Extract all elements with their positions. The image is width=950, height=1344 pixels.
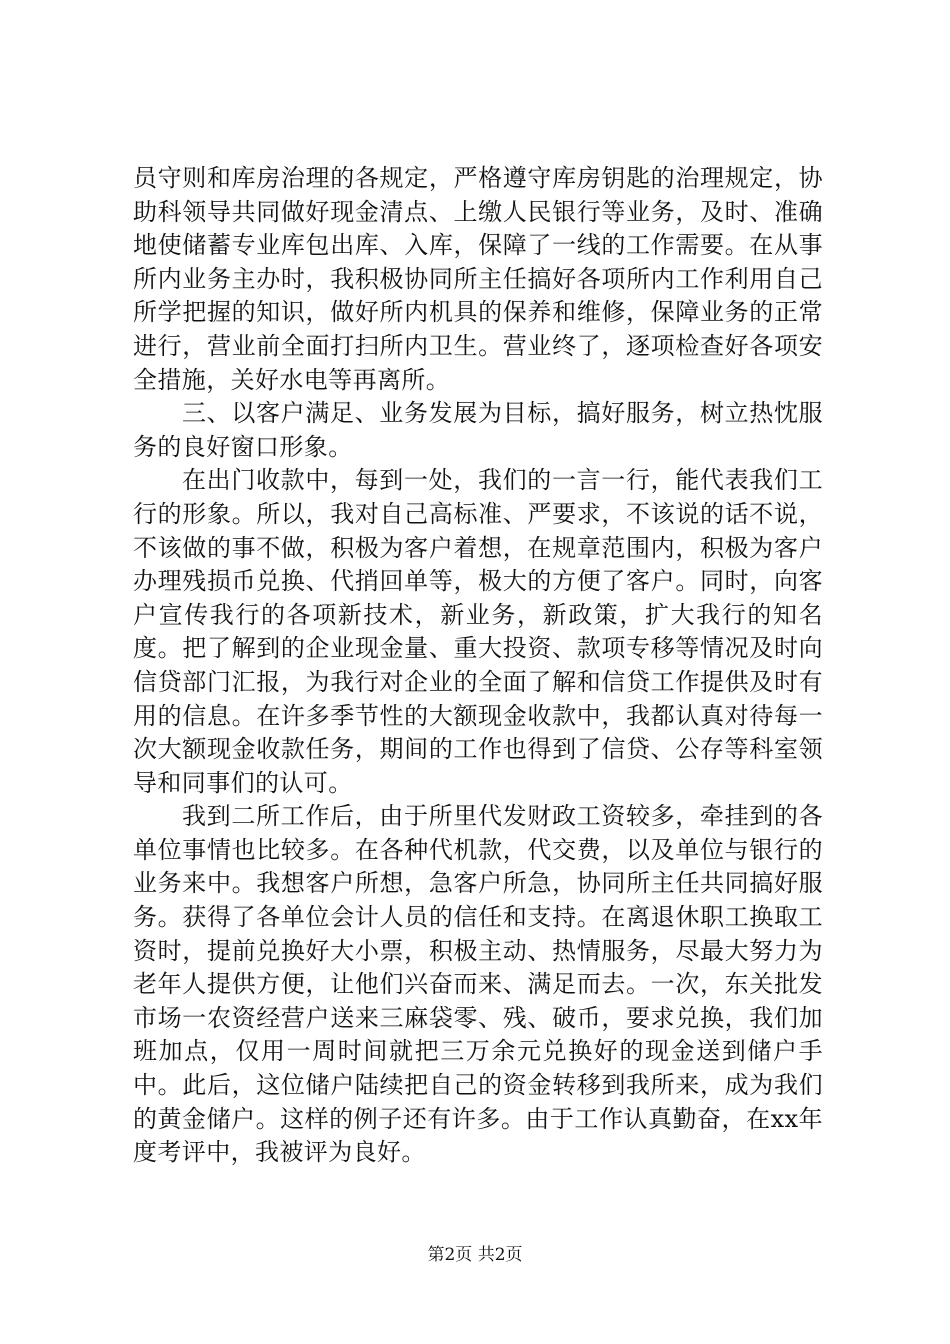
paragraph-second-office: 我到二所工作后，由于所里代发财政工资较多，牵挂到的各单位事情也比较多。在各种代机款，代交费，以及单位与银行的业务来中。我想客户所想，急客户所急，协同所主任共同搞好服务。获得了各单位会计人员的信任和支持。在离退休职工换取工资时，提前兑换好大小票，积极主动、热情服务，尽最大努力为老年人提供方便，让他们兴奋而来、满足而去。一次，东关批发市场一农资经营户送来三麻袋零、残、破币，要求兑换，我们加班加点，仅用一周时间就把三万余元兑换好的现金送到储户手中。此后，这位储户陆续把自己的资金转移到我所来，成为我们的黄金储户。这样的例子还有许多。由于工作认真勤奋，在xx年度考评中，我被评为良好。 [133,802,823,1167]
paragraph-collection-service: 在出门收款中，每到一处，我们的一言一行，能代表我们工行的形象。所以，我对自己高标准、严要求，不该说的话不说，不该做的事不做，积极为客户着想，在规章范围内，积极为客户办理残损币兑换、代捎回单等，极大的方便了客户。同时，向客户宣传我行的各项新技术，新业务，新政策，扩大我行的知名度。把了解到的企业现金量、重大投资、款项专移等情况及时向信贷部门汇报，为我行对企业的全面了解和信贷工作提供及时有用的信息。在许多季节性的大额现金收款中，我都认真对待每一次大额现金收款任务，期间的工作也得到了信贷、公存等科室领导和同事们的认可。 [133,466,823,797]
paragraph-section-heading: 三、以客户满足、业务发展为目标，搞好服务，树立热忱服务的良好窗口形象。 [133,399,823,461]
page-number-footer: 第2页 共2页 [427,1245,523,1265]
document-body [133,162,823,1170]
paragraph-continuation: 员守则和库房治理的各规定，严格遵守库房钥匙的治理规定，协助科领导共同做好现金清点、上缴人民银行等业务，及时、准确地使储蓄专业库包出库、入库，保障了一线的工作需要。在从事所内业务主办时，我积极协同所主任搞好各项所内工作利用自己所学把握的知识，做好所内机具的保养和维修，保障业务的正常进行，营业前全面打扫所内卫生。营业终了，逐项检查好各项安全措施，关好水电等再离所。 [133,164,823,394]
